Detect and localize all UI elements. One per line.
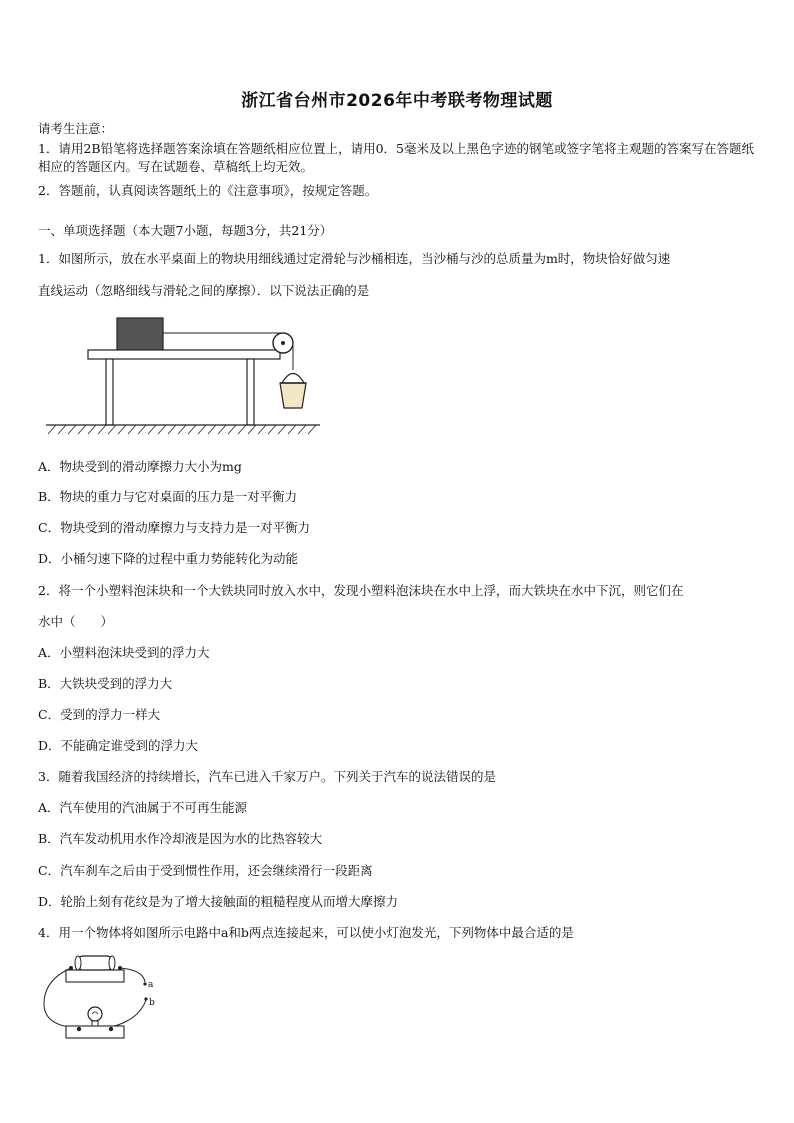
page-title: 浙江省台州市2026年中考联考物理试题 — [241, 91, 553, 111]
q2-option-c: C．受到的浮力一样大 — [38, 707, 161, 722]
q3-option-d: D．轮胎上刻有花纹是为了增大接触面的粗糙程度从而增大摩擦力 — [38, 894, 399, 909]
circuit-figure — [38, 952, 168, 1046]
notice-item-1: 1．请用2B铅笔将选择题答案涂填在答题纸相应位置上，请用0．5毫米及以上黑色字迹的钢笔或签字笔将主观题的答案写在答题纸相应的答题区内。写在试题卷、草稿纸上均无效。 — [38, 141, 754, 174]
q1-option-a: A．物块受到的滑动摩擦力大小为mg — [38, 459, 242, 474]
q3-option-b: B．汽车发动机用水作冷却液是因为水的比热容较大 — [38, 831, 323, 846]
q1-stem-line1: 1．如图所示，放在水平桌面上的物块用细线通过定滑轮与沙桶相连，当沙桶与沙的总质量为m时，物块恰好做匀速 — [38, 251, 671, 266]
q1-option-d: D．小桶匀速下降的过程中重力势能转化为动能 — [38, 551, 299, 566]
point-a-label: a — [148, 980, 154, 990]
q2-option-a: A．小塑料泡沫块受到的浮力大 — [38, 645, 210, 660]
q2-stem-line2: 水中（ ） — [38, 614, 114, 629]
notice-header: 请考生注意： — [38, 121, 114, 136]
pulley-table-figure — [40, 312, 330, 438]
section-heading: 一、单项选择题（本大题7小题，每题3分，共21分） — [38, 223, 333, 238]
q2-option-b: B．大铁块受到的浮力大 — [38, 676, 173, 691]
q3-stem: 3．随着我国经济的持续增长，汽车已进入千家万户。下列关于汽车的说法错误的是 — [38, 769, 496, 784]
q4-stem: 4．用一个物体将如图所示电路中a和b两点连接起来，可以使小灯泡发光，下列物体中最合适的是 — [38, 925, 574, 940]
q3-option-a: A．汽车使用的汽油属于不可再生能源 — [38, 800, 248, 815]
notice-item-2: 2．答题前，认真阅读答题纸上的《注意事项》，按规定答题。 — [38, 183, 378, 198]
q1-stem-line2: 直线运动（忽略细线与滑轮之间的摩擦）．以下说法正确的是 — [38, 283, 370, 298]
q3-option-c: C．汽车刹车之后由于受到惯性作用，还会继续滑行一段距离 — [38, 863, 373, 878]
q1-option-c: C．物块受到的滑动摩擦力与支持力是一对平衡力 — [38, 520, 311, 535]
q2-stem-line1: 2．将一个小塑料泡沫块和一个大铁块同时放入水中，发现小塑料泡沫块在水中上浮，而大铁块在水中下沉，则它们在 — [38, 583, 684, 598]
point-b-label: b — [149, 998, 155, 1008]
q1-option-b: B．物块的重力与它对桌面的压力是一对平衡力 — [38, 489, 298, 504]
q2-option-d: D．不能确定谁受到的浮力大 — [38, 738, 199, 753]
